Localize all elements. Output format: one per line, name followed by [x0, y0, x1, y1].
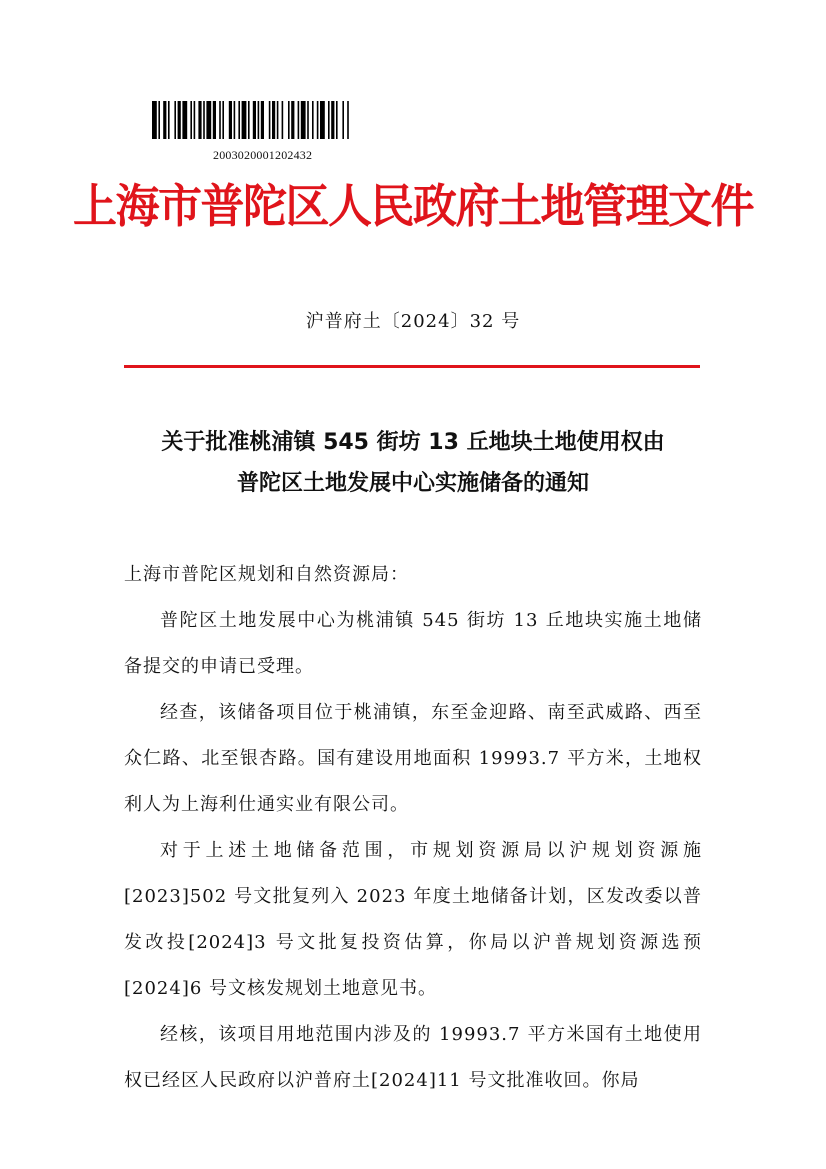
title-line-2: 普陀区土地发展中心实施储备的通知 — [236, 471, 589, 496]
barcode-number: 2003020001202432 — [213, 148, 313, 162]
document-title — [110, 422, 716, 504]
body-paragraph-4: 经核，该项目用地范围内涉及的 19993.7 平方米国有土地使用权已经区人民政府以沪普府土[2024]11 号文批准收回。你局 — [124, 1024, 702, 1091]
document-body — [124, 552, 702, 1104]
body-paragraph-1: 普陀区土地发展中心为桃浦镇 545 街坊 13 丘地块实施土地储备提交的申请已受理。 — [124, 610, 702, 677]
document-number: 沪普府土〔2024〕32 号 — [305, 311, 521, 332]
document-masthead: 上海市普陀区人民政府土地管理文件 — [73, 179, 753, 234]
title-line-1: 关于批准桃浦镇 545 街坊 13 丘地块土地使用权由 — [161, 430, 665, 455]
addressee: 上海市普陀区规划和自然资源局： — [124, 564, 409, 585]
barcode-image — [152, 101, 410, 139]
red-divider — [124, 365, 700, 368]
body-paragraph-3: 对于上述土地储备范围，市规划资源局以沪规划资源施[2023]502 号文批复列入 2023 年度土地储备计划，区发改委以普发改投[2024]3 号文批复投资估算，你局以沪普规划资源选预[2024]6 号文核发规划土地意见书。 — [124, 840, 702, 999]
body-paragraph-2: 经查，该储备项目位于桃浦镇，东至金迎路、南至武威路、西至众仁路、北至银杏路。国有建设用地面积 19993.7 平方米，土地权利人为上海利仕通实业有限公司。 — [124, 702, 702, 815]
